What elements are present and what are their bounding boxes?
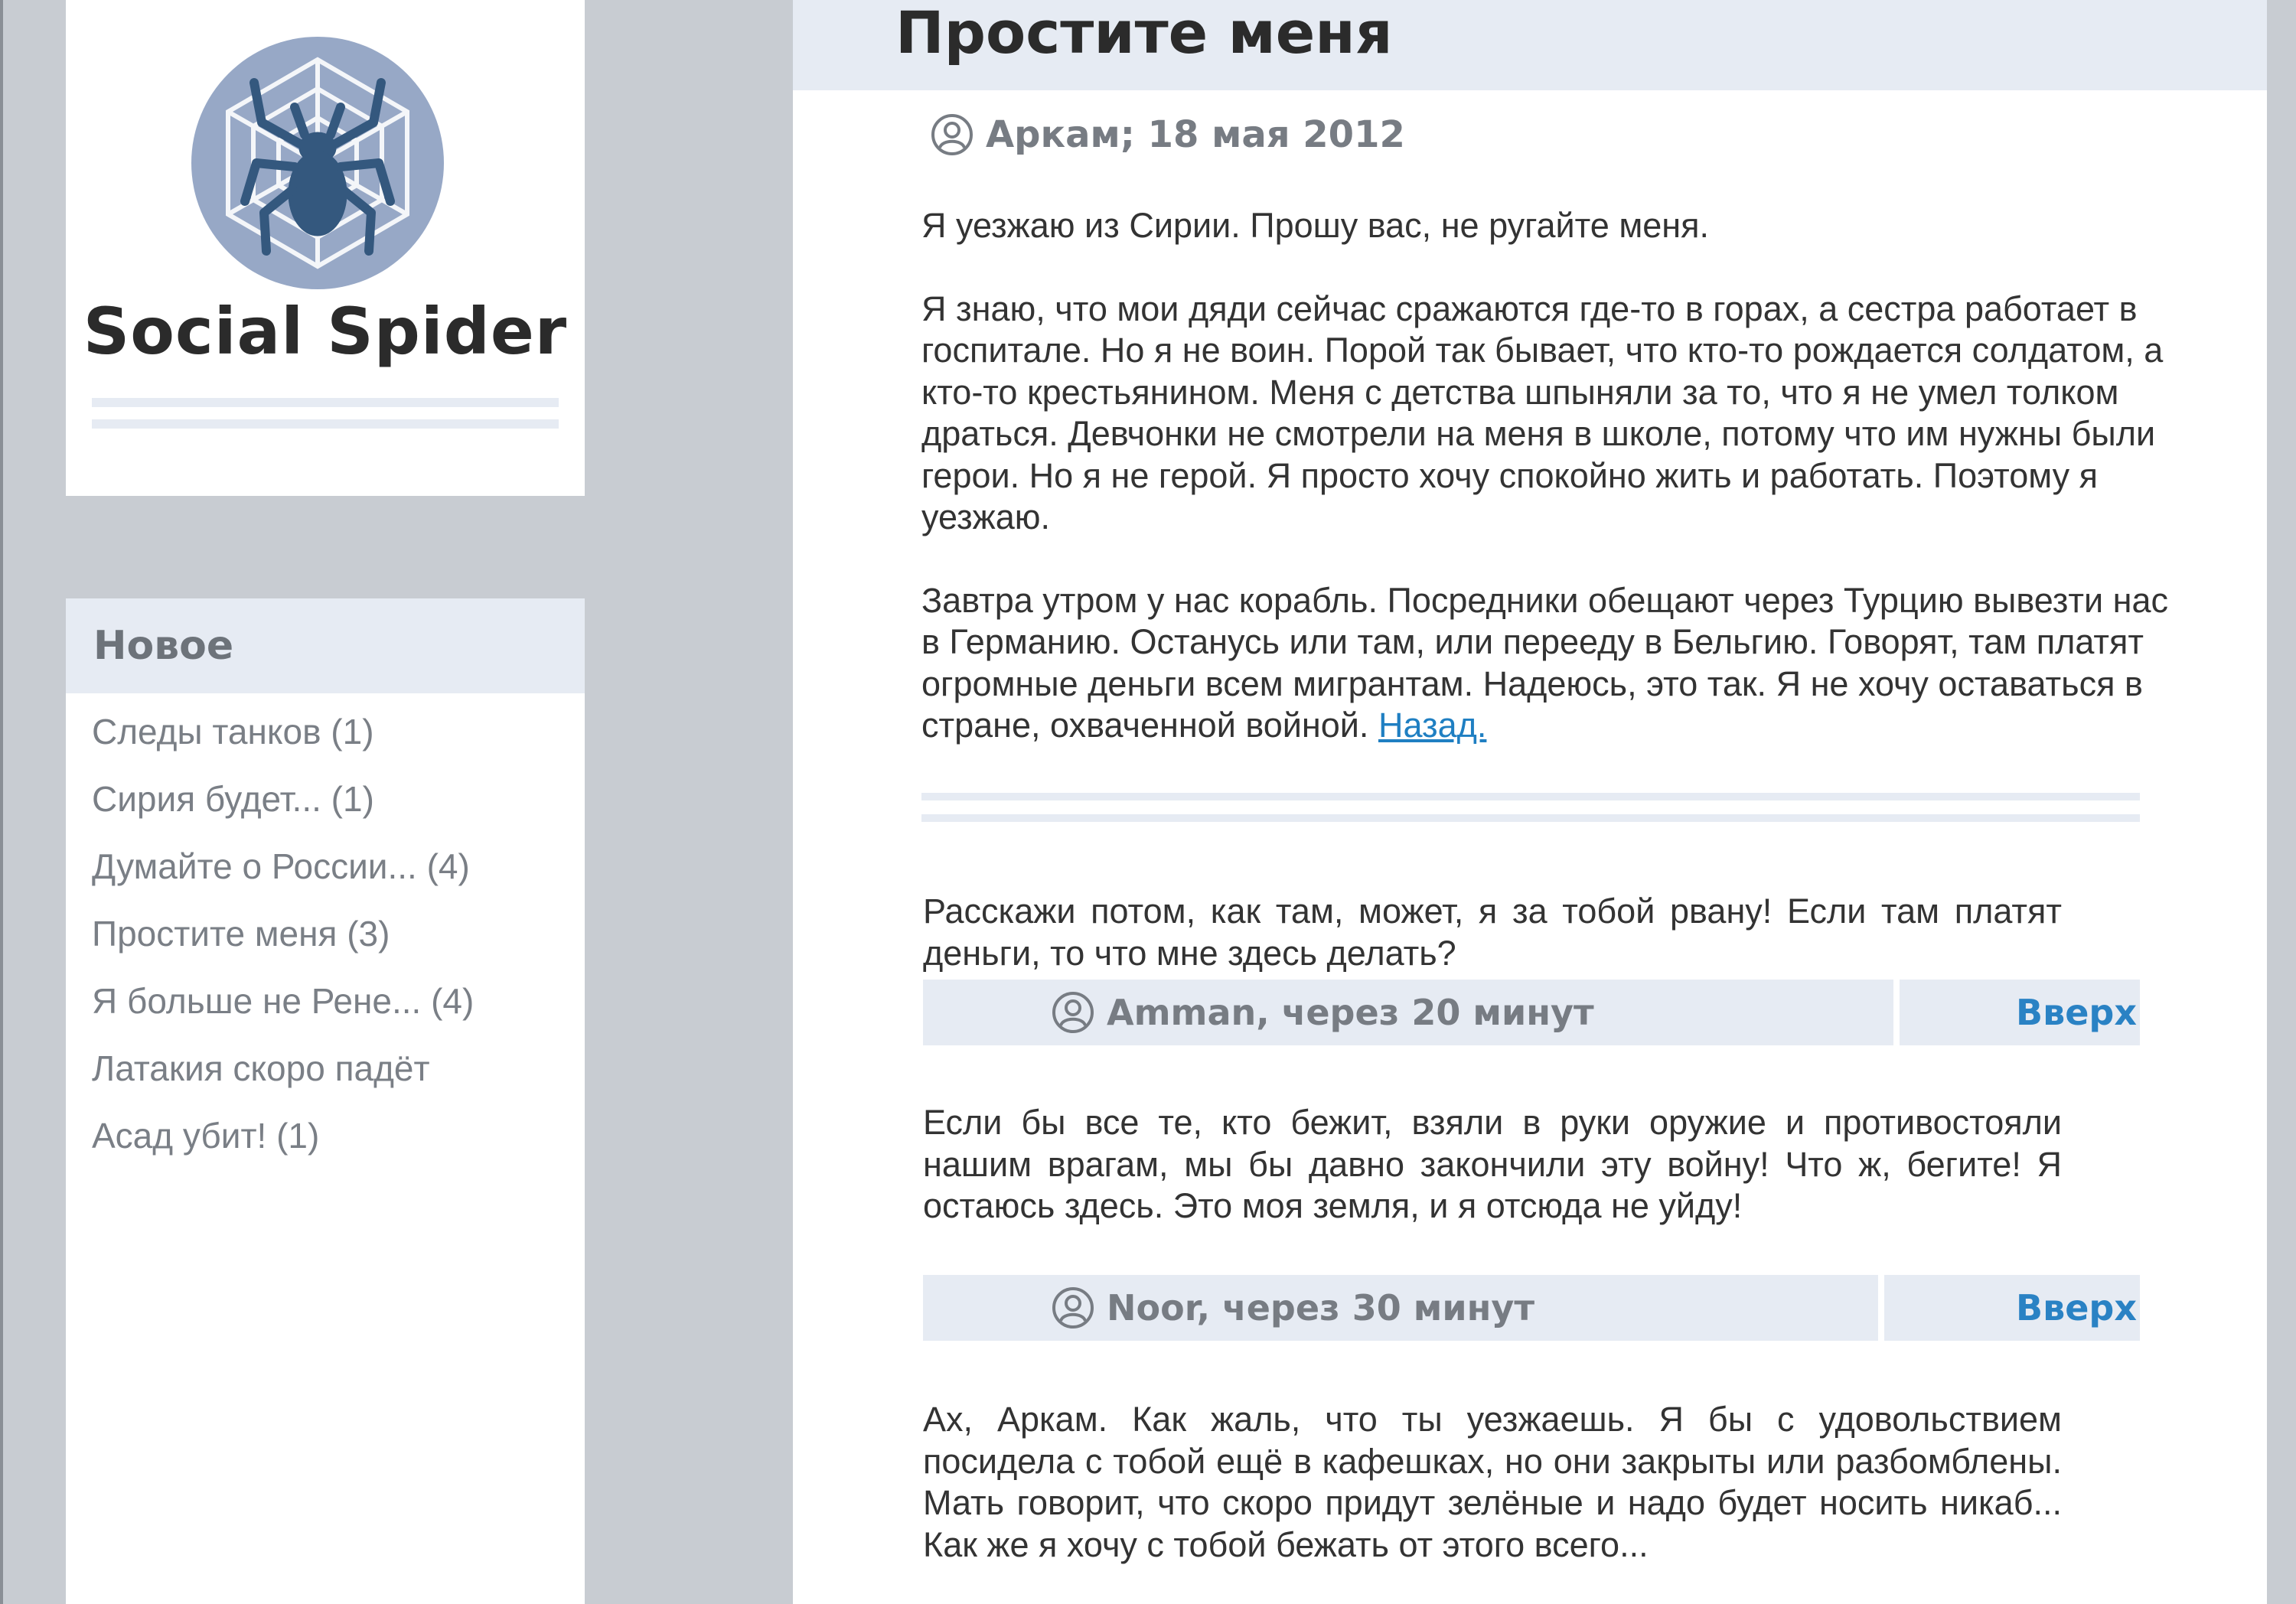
post-author-date: Аркам; 18 мая 2012 (986, 113, 1405, 156)
site-logo-text[interactable]: Social Spider (83, 294, 568, 369)
scroll-top-button[interactable]: Вверх (1884, 1275, 2140, 1341)
divider (92, 419, 559, 429)
recent-posts-panel (66, 598, 585, 1604)
back-link[interactable]: Назад. (1378, 706, 1487, 745)
sidebar-item-siriya-budet[interactable]: Сирия будет... (1) (92, 779, 374, 819)
divider (921, 793, 2140, 800)
sidebar-item-sledy-tankov[interactable]: Следы танков (1) (92, 712, 374, 751)
post-paragraph-text: Завтра утром у нас корабль. Посредники обещают через Турцию вывезти нас в Германию. Останусь или там, или перееду в Бельгию. Говорят, там платят огромные деньги всем мигрантам. Надеюсь, это так. Я не хочу оставаться в стране, охваченной войной. (921, 580, 2169, 745)
sidebar-item-prostite-menya[interactable]: Простите меня (3) (92, 914, 390, 954)
user-circle-icon (1052, 1286, 1094, 1329)
sidebar-item-latakiya[interactable]: Латакия скоро падёт (92, 1048, 430, 1088)
recent-posts-heading: Новое (66, 598, 585, 693)
comment-footer (923, 1275, 2140, 1341)
comment-author-label: Noor, через 30 минут (1107, 1287, 1535, 1329)
comment-text: Если бы все те, кто бежит, взяли в руки оружие и противостояли нашим врагам, мы бы давно закончили эту войну! Что ж, бегите! Я остаюсь здесь. Это моя земля, и я отсюда не уйду! (923, 1103, 2062, 1225)
window-edge (0, 0, 3, 1604)
divider (921, 814, 2140, 822)
post-paragraph (921, 580, 2192, 747)
post-meta (931, 113, 1405, 156)
sidebar-item-ya-bolshe-ne-rene[interactable]: Я больше не Рене... (4) (92, 981, 475, 1021)
user-circle-icon (931, 113, 974, 156)
main-content (793, 0, 2267, 1604)
comment-footer (923, 980, 2140, 1045)
recent-posts-list (66, 693, 585, 1169)
post-paragraph: Я знаю, что мои дяди сейчас сражаются где-то в горах, а сестра работает в госпитале. Но я не воин. Порой так бывает, что кто-то рождается солдатом, а кто-то крестьянином. Меня с детства шпыняли за то, что я не умел толком драться. Девчонки не смотрели на меня в школе, потому что им нужны были герои. Но я не герой. Я просто хочу спокойно жить и работать. Поэтому я уезжаю. (921, 289, 2164, 536)
comment-author-label: Amman, через 20 минут (1107, 992, 1594, 1033)
comment-author (923, 1275, 1878, 1341)
spider-web-icon[interactable] (191, 37, 444, 289)
post-paragraph: Я уезжаю из Сирии. Прошу вас, не ругайте меня. (921, 206, 1710, 245)
scroll-top-button[interactable]: Вверх (1900, 980, 2140, 1045)
comment-text: Расскажи потом, как там, может, я за тобой рвану! Если там платят деньги, то что мне здесь делать? (923, 892, 2062, 973)
sidebar-item-asad-ubit[interactable]: Асад убит! (1) (92, 1116, 320, 1156)
user-circle-icon (1052, 991, 1094, 1034)
divider (92, 398, 559, 407)
comment-text: Ах, Аркам. Как жаль, что ты уезжаешь. Я бы с удовольствием посидела с тобой ещё в кафешках, но они закрыты или разбомблены. Мать говорит, что скоро придут зелёные и надо будет носить никаб... Как же я хочу с тобой бежать от этого всего... (923, 1400, 2062, 1564)
page-title: Простите меня (895, 0, 1393, 67)
comment-author (923, 980, 1893, 1045)
logo-panel (66, 0, 585, 496)
sidebar-item-dumayte-o-rossii[interactable]: Думайте о России... (4) (92, 846, 470, 886)
post-body (921, 205, 2192, 788)
